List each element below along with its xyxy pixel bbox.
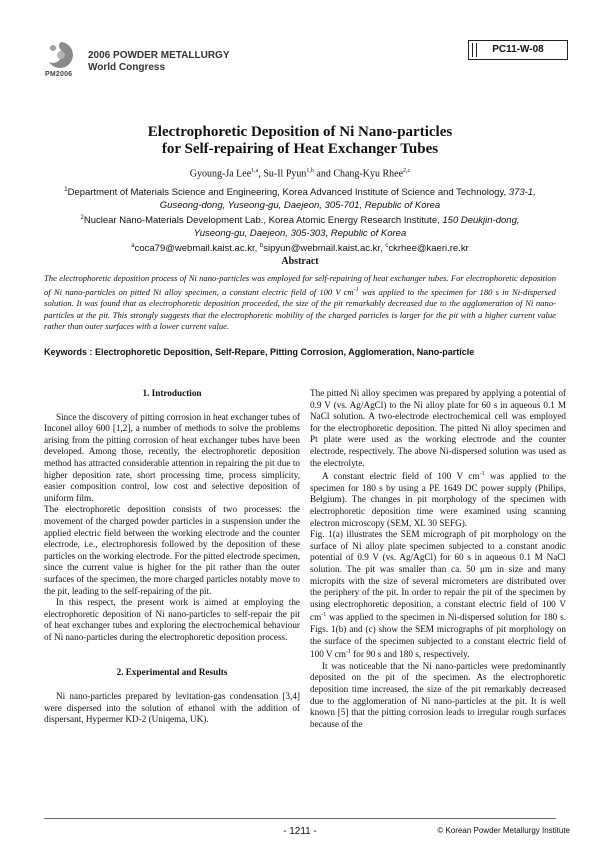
rp2-part-a: A constant electric field of 100 V cm — [322, 471, 480, 482]
email-sep-2: , — [380, 243, 386, 255]
paper-title — [40, 124, 560, 158]
abstract-text — [44, 273, 556, 333]
email-a-sup: a — [131, 243, 135, 250]
right-paragraph-1: The pitted Ni alloy specimen was prepared by applying a potential of 0.9 V (vs. Ag/AgCl) to the Ni alloy plate for 60 s in aqueous 0.1 M NaCl solution. A two-electrode electrochemical cell was employed for the electrophoretic deposition. The pitted Ni alloy specimen and Pt plate were used as the working electrode and the counter electrode, respectively. The above Ni-dispersed solution was used as the electrolyte. — [310, 388, 566, 468]
rp3-part-a: Fig. 1(a) illustrates the SEM micrograph of pit morphology on the surface of Ni alloy plate specimen subjected to a constant anodic potential of 0.9 V (vs. Ag/AgCl) for 60 s in aqueous 0.1 M NaCl solution. The pit was smaller than ca. 50 μm in size and many micropits with the size of several micrometers are distributed over the periphery of the pit. In order to repair the pit of the specimen by using electrophoretic deposition, a constant electric field of 100 V cm — [310, 529, 566, 623]
affiliation-1 — [40, 184, 560, 199]
footer-rule — [44, 818, 556, 819]
abstract-part-1: The electrophoretic deposition process of Ni nano-particles was employed for self-repairing of heat exchanger tubes. For electrophoretic deposition of Ni nano-particles on pitted Ni alloy specimen, a constant electric field of 100 V cm — [44, 273, 556, 297]
section-heading-experimental: 2. Experimental and Results — [116, 667, 228, 678]
title-line-2: for Self-repairing of Heat Exchanger Tubes — [161, 141, 439, 157]
email-a[interactable]: coca79@webmail.kaist.ac.kr — [134, 243, 255, 255]
intro-paragraph-1: Since the discovery of pitting corrosion in heat exchanger tubes of Inconel alloy 600 [1,2], a number of methods to solve the problems arising from the pitting corrosion of heat exchanger tubes have been developed. Among those, recently, the electrophoretic deposition method has attracted considerable attention in repairing the pit due to higher deposition rate, short processing time, process simplicity, easier composition control, low cost and selective deposition of uniform film. — [44, 411, 300, 503]
experimental-paragraph-1: Ni nano-particles prepared by levitation-gas condensation [3,4] were dispersed into the solution of ethanol with the addition of dispersant, Hypermer KD-2 (Uniqema, UK). — [44, 691, 300, 725]
author-sep-1: , — [258, 168, 264, 180]
email-b-sup: b — [259, 243, 264, 250]
author-1: Gyoung-Ja Lee — [189, 168, 252, 180]
author-2: Su-Il Pyun — [263, 168, 307, 180]
email-b[interactable]: sipyun@webmail.kaist.ac.kr — [263, 243, 381, 255]
author-3: Chang-Kyu Rhee — [333, 168, 404, 180]
affiliations — [40, 184, 560, 255]
rp3-part-b: was applied to the specimen in Ni-dispersed solution for 180 s. Figs. 1(b) and (c) show the SEM micrographs of pit morphology on the surface of the specimen subjected to a constant electric field of 100 V cm — [310, 612, 566, 660]
intro-paragraph-2: The electrophoretic deposition consists of two processes: the movement of the charged powder particles in a suspension under the applied electric field between the working electrode and the counter electrode, i.e., electrophoresis followed by the deposition of these particles on the working electrode. For the pitted electrode specimen, since the current value is higher for the pit rather than the outer surfaces of the specimen, the more charged particles notably move to the pit, leading to the self-repairing of the pit. — [44, 504, 300, 596]
conference-line-1: 2006 POWDER METALLURGY — [88, 50, 230, 61]
affiliation-2 — [40, 212, 560, 227]
rp2-part-b: was applied to the specimen for 180 s by using a PE 1649 DC power supply (Philips, Belgium). The changes in pit morphology of the specimen with electrophoretic deposition time were examined using scanning electron microscopy (SEM, XL 30 SEFG). — [310, 471, 566, 528]
conference-name — [88, 50, 230, 74]
author-list — [40, 168, 560, 179]
rp3-part-c: for 90 s and 180 s, respectively. — [350, 649, 470, 660]
paper-code-badge: PC11-W-08 — [468, 40, 568, 60]
right-column — [310, 388, 566, 730]
abstract-heading: Abstract — [281, 256, 319, 267]
author-sep-2: and — [313, 168, 334, 180]
rp3-sup-1: -1 — [321, 612, 327, 619]
aff-2-sup: 2 — [80, 215, 84, 222]
aff-1-sup: 1 — [64, 187, 68, 193]
left-column — [44, 388, 300, 726]
copyright-notice: © Korean Powder Metallurgy Institute — [437, 826, 570, 835]
aff-2-addr: 150 Deukjin-dong, — [442, 215, 520, 227]
page-number: - 1211 - — [283, 826, 317, 837]
right-paragraph-3 — [310, 529, 566, 661]
aff-1-addr-2: Guseong-dong, Yuseong-gu, Daejeon, 305-701, Republic of Korea — [159, 200, 441, 212]
right-paragraph-4: It was noticeable that the Ni nano-particles were predominantly deposited on the pit of the specimen. As the electrophoretic deposition time increased, the size of the pit remarkably decreased due to the agglomeration of Ni nano-particles at the pit. It is well known [5] that the pitting corrosion leads to irregular rough surfaces because of the — [310, 660, 566, 729]
abstract-sup: -1 — [353, 286, 359, 293]
logo-text: PM2006 — [45, 71, 73, 78]
conference-line-2: World Congress — [88, 62, 166, 73]
rp2-sup: -1 — [479, 471, 485, 478]
affiliation-1-cont — [40, 199, 560, 212]
email-c-sup: c — [385, 243, 389, 250]
email-line — [40, 240, 560, 255]
aff-2-text: Nuclear Nano-Materials Development Lab., Korea Atomic Energy Research Institute, — [83, 215, 440, 227]
author-1-sup: 1,a — [251, 168, 259, 174]
email-c[interactable]: ckrhee@kaeri.re.kr — [388, 243, 469, 255]
section-heading-introduction: 1. Introduction — [142, 388, 202, 398]
affiliation-2-cont — [40, 227, 560, 240]
intro-paragraph-3: In this respect, the present work is aimed at employing the electrophoretic deposition of Ni nano-particles to self-repair the pit of heat exchanger tubes and exploring the electrochemical behaviour of Ni nano-particles during the electrophoretic deposition process. — [44, 597, 300, 642]
aff-2-addr-2: Yuseong-gu, Daejeon, 305-303, Republic of Korea — [193, 228, 407, 240]
aff-1-addr: 373-1, — [508, 187, 536, 199]
email-sep-1: , — [254, 243, 260, 255]
author-2-sup: 1,b — [306, 168, 314, 174]
rp3-sup-2: -1 — [345, 649, 351, 656]
right-paragraph-2 — [310, 469, 566, 529]
author-3-sup: 2,c — [403, 168, 411, 174]
keywords: Keywords : Electrophoretic Deposition, Self-Repare, Pitting Corrosion, Agglomeration, Nano-particle — [44, 347, 475, 357]
title-line-1: Electrophoretic Deposition of Ni Nano-particles — [147, 124, 453, 140]
abstract-part-2: was applied to the specimen for 180 s in Ni-dispersed solution. It was found that as electrophoretic deposition proceeded, the size of the pit remarkably decreased due to the agglomeration of Ni nano-particles at the pit. This strongly suggests that the electrophoretic mobility of the charged particles is larger for the pit with a higher current value rather than outer surfaces with a lower current value. — [44, 286, 556, 332]
aff-1-text: Department of Materials Science and Engineering, Korea Advanced Institute of Science and Technology, — [67, 187, 507, 199]
